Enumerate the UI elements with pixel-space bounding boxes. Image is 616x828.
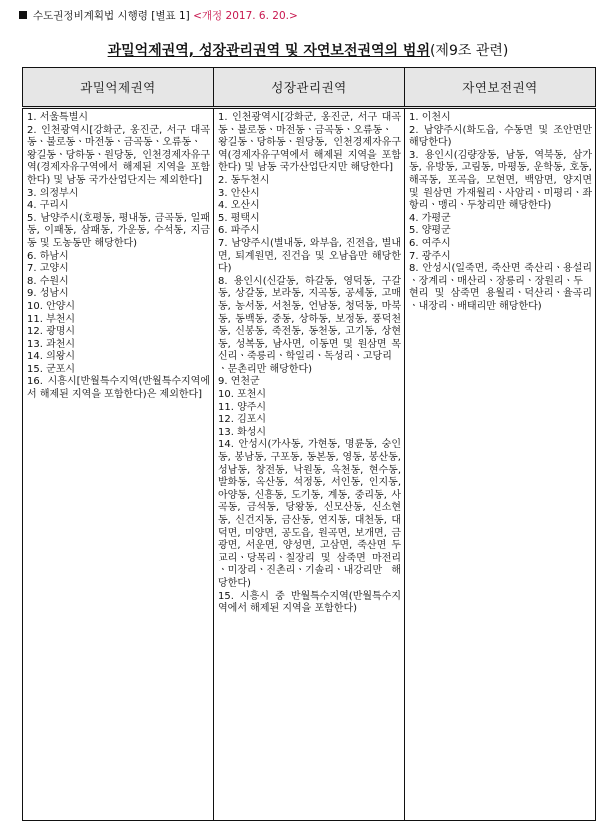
list-item: 13. 화성시 <box>218 426 267 438</box>
page-title <box>0 40 616 60</box>
list-item: 1. 이천시 <box>409 112 451 123</box>
list-item: 11. 부천시 <box>27 313 76 325</box>
list-item: 8. 안성시(일죽면, 죽산면 죽산리ㆍ용설리ㆍ장계리ㆍ매산리ㆍ장릉리ㆍ장원리ㆍ두현리 및 삼죽면 용월리ㆍ덕산리ㆍ율곡리ㆍ내장리ㆍ배태리만 해당한다) <box>409 263 592 312</box>
list-item: 9. 연천군 <box>218 376 260 388</box>
list-item: 4. 가평군 <box>409 212 451 224</box>
list-item: 14. 안성시(가사동, 가현동, 명륜동, 숭인동, 봉남동, 구포동, 동본동, 영동, 봉산동, 성남동, 창전동, 낙원동, 옥천동, 현수동, 발화동, 옥산동, 석정동, 서인동, 인지동, 아양동, 신흥동, 도기동, 계동, 중리동, 사곡동, 금석동, 당왕동, 신모산동, 신소현동, 신건지동, 금산동, 연지동, 대천동, 대덕면, 미양면, 공도읍, 원곡면, 보개면, 금광면, 서운면, 양성면, 고삼면, 죽산면 두교리ㆍ당목리ㆍ칠장리 및 삼죽면 마전리ㆍ미장리ㆍ진촌리ㆍ기솔리ㆍ내강리만 해당한다) <box>218 439 401 589</box>
list-item: 12. 광명시 <box>27 326 76 338</box>
growth-cell <box>214 108 405 821</box>
list-item: 2. 남양주시(화도읍, 수동면 및 조안면만 해당한다) <box>409 124 592 149</box>
list-item: 16. 시흥시[반월특수지역(반월특수지역에서 해제된 지역을 포함한다)은 제외한다] <box>27 376 210 401</box>
list-item: 7. 광주시 <box>409 250 451 262</box>
list-item: 8. 용인시(신갈동, 하갈동, 영덕동, 구갈동, 상갈동, 보라동, 지곡동, 공세동, 고매동, 농서동, 서천동, 언남동, 청덕동, 마북동, 동백동, 중동, 상하동, 보정동, 풍덕천동, 신봉동, 죽전동, 동천동, 고기동, 상현동, 성복동, 남사면, 이동면 및 원삼면 목신리ㆍ죽릉리ㆍ학일리ㆍ독성리ㆍ고당리ㆍ문촌리만 해당한다) <box>218 275 401 375</box>
list-item: 14. 의왕시 <box>27 351 76 363</box>
list-item: 1. 인천광역시[강화군, 옹진군, 서구 대곡동ㆍ불로동ㆍ마전동ㆍ금곡동ㆍ오류동ㆍ왕길동ㆍ당하동ㆍ원당동, 인천경제자유구역(경제자유구역에서 해제된 지역을 포함한다) 및 남동 국가산업단지만 해당한다] <box>218 112 401 174</box>
list-item: 3. 의정부시 <box>27 187 79 199</box>
column-header-overcrowding: 과밀억제권역 <box>23 68 214 108</box>
list-item: 15. 시흥시 중 반월특수지역(반월특수지역에서 해제된 지역을 포함한다) <box>218 590 401 615</box>
title-main: 과밀억제권역, 성장관리권역 및 자연보전권역의 범위 <box>107 43 430 59</box>
title-article-ref: (제9조 관련) <box>429 43 509 59</box>
list-item: 1. 서울특별시 <box>27 112 89 123</box>
list-item: 2. 동두천시 <box>218 174 270 186</box>
growth-list <box>218 112 401 616</box>
zones-table <box>22 67 596 821</box>
list-item: 5. 양평군 <box>409 225 451 237</box>
revision-date: <개정 2017. 6. 20.> <box>193 10 298 22</box>
list-item: 13. 과천시 <box>27 338 76 350</box>
list-item: 5. 남양주시(호평동, 평내동, 금곡동, 일패동, 이패동, 삼패동, 가운동, 수석동, 지금동 및 도농동만 해당한다) <box>27 212 210 249</box>
column-header-conservation: 자연보전권역 <box>405 68 596 108</box>
list-item: 15. 군포시 <box>27 363 76 375</box>
list-item: 7. 고양시 <box>27 263 69 275</box>
overcrowding-list <box>27 112 210 402</box>
list-item: 12. 김포시 <box>218 414 267 426</box>
conservation-list <box>409 112 592 314</box>
annex-label: [별표 1] <box>151 10 190 22</box>
table-body-row <box>23 108 596 821</box>
list-item: 6. 파주시 <box>218 225 260 237</box>
overcrowding-cell <box>23 108 214 821</box>
list-item: 3. 안산시 <box>218 187 260 199</box>
law-name: 수도권정비계획법 시행령 <box>33 10 148 22</box>
conservation-cell <box>405 108 596 821</box>
list-item: 7. 남양주시(별내동, 와부읍, 진전읍, 별내면, 퇴계원면, 진건읍 및 오남읍만 해당한다) <box>218 237 401 275</box>
list-item: 6. 여주시 <box>409 237 451 249</box>
list-item: 11. 양주시 <box>218 401 267 413</box>
list-item: 10. 안양시 <box>27 300 76 312</box>
column-header-growth: 성장관리권역 <box>214 68 405 108</box>
list-item: 9. 성남시 <box>27 288 69 300</box>
table-header-row <box>23 68 596 108</box>
list-item: 4. 구리시 <box>27 200 69 212</box>
list-item: 10. 포천시 <box>218 389 267 401</box>
list-item: 8. 수원시 <box>27 275 69 287</box>
list-item: 4. 오산시 <box>218 200 260 212</box>
list-item: 2. 인천광역시[강화군, 옹진군, 서구 대곡동ㆍ불로동ㆍ마전동ㆍ금곡동ㆍ오류동ㆍ왕길동ㆍ당하동ㆍ원당동, 인천경제자유구역(경제자유구역에서 해제된 지역을 포함한다) 및 남동 국가산업단지는 제외한다] <box>27 124 210 186</box>
list-item: 3. 용인시(김량장동, 남동, 역북동, 삼가동, 유방동, 고림동, 마평동, 운학동, 호동, 해곡동, 포곡읍, 모현면, 백암면, 양지면 및 원삼면 가재월리ㆍ사암리ㆍ미평리ㆍ좌항리ㆍ맹리ㆍ두창리만 해당한다) <box>409 149 592 212</box>
bullet-square-icon <box>19 11 27 19</box>
document-header <box>19 8 298 23</box>
list-item: 6. 하남시 <box>27 250 69 262</box>
list-item: 5. 평택시 <box>218 212 260 224</box>
